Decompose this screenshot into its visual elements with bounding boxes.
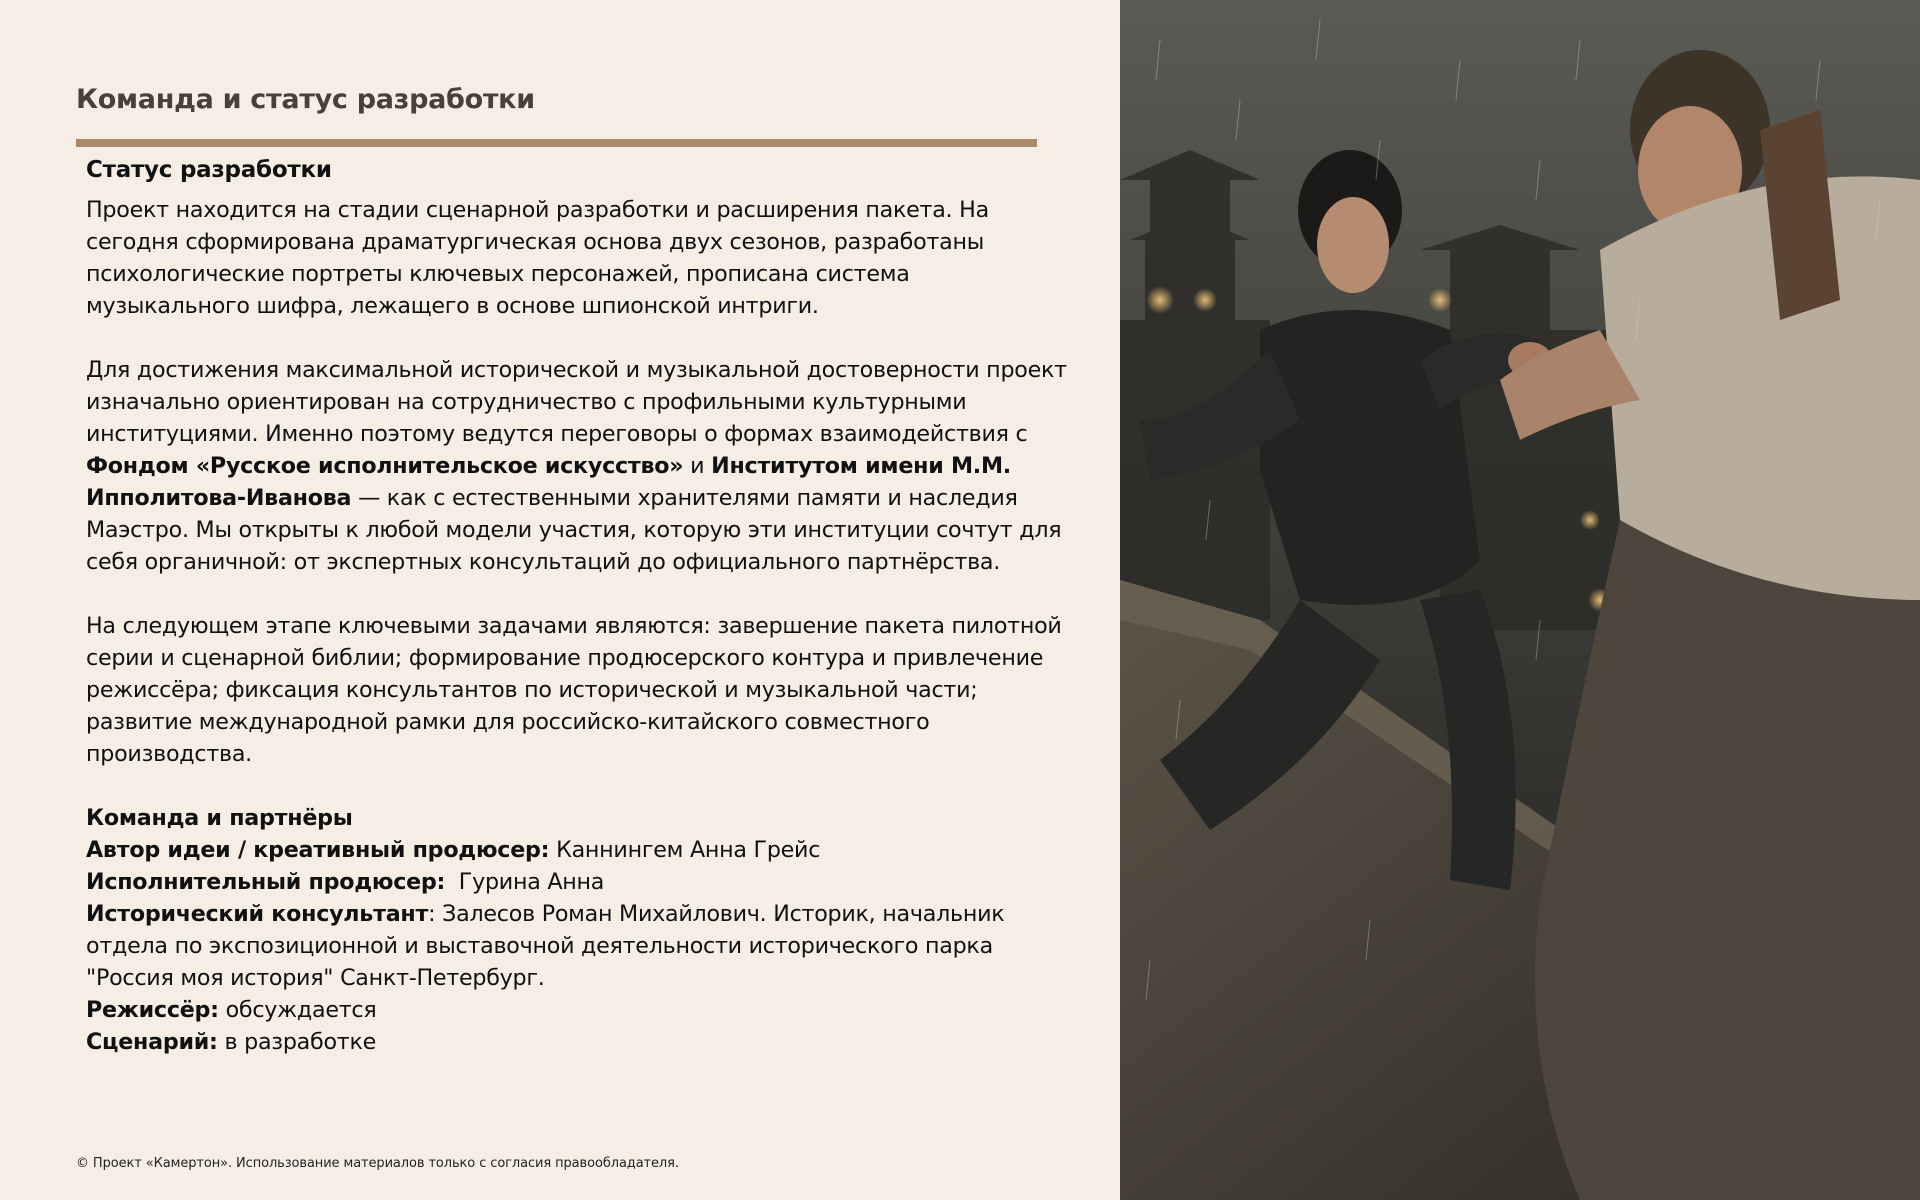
team-role: Исполнительный продюсер: xyxy=(86,869,446,895)
slide-title: Команда и статус разработки xyxy=(76,84,535,115)
team-role: Автор идеи / креативный продюсер: xyxy=(86,837,550,863)
team-value: Каннингем Анна Грейс xyxy=(549,837,821,863)
team-member-row xyxy=(86,1026,1076,1058)
team-value: : Залесов Роман Михайлович. Историк, начальник отдела по экспозиционной и выставочной деятельности исторического парка "Россия моя история" Санкт-Петербург. xyxy=(86,901,1005,991)
team-value: Гурина Анна xyxy=(445,869,605,895)
status-paragraph-3: На следующем этапе ключевыми задачами являются: завершение пакета пилотной серии и сценарной библии; формирование продюсерского контура и привлечение режиссёра; фиксация консультантов по исторической и музыкальной части; развитие международной рамки для российско-китайского совместного производства. xyxy=(86,613,1062,767)
partner-fund-name: Фондом «Русское исполнительское искусство» xyxy=(86,453,684,479)
team-value: в разработке xyxy=(217,1029,377,1055)
team-role: Исторический консультант xyxy=(86,901,429,927)
partner-institute-name: Институтом имени М.М. Ипполитова-Иванова xyxy=(86,453,1011,511)
team-value: обсуждается xyxy=(218,997,377,1023)
team-member-row xyxy=(86,834,1076,866)
team-member-row xyxy=(86,898,1076,994)
copyright-footer: © Проект «Камертон». Использование материалов только с согласия правообладателя. xyxy=(76,1156,679,1171)
status-paragraph-1: Проект находится на стадии сценарной разработки и расширения пакета. На сегодня сформирована драматургическая основа двух сезонов, разработаны психологические портреты ключевых персонажей, прописана система музыкального шифра, лежащего в основе шпионской интриги. xyxy=(86,197,989,319)
team-role: Сценарий: xyxy=(86,1029,218,1055)
rain-fight-scene-image xyxy=(1120,0,1920,1200)
paragraph-2-and: и xyxy=(683,453,712,479)
status-heading: Статус разработки xyxy=(86,157,332,183)
team-heading: Команда и партнёры xyxy=(86,805,353,831)
scene-illustration xyxy=(1120,0,1920,1200)
status-paragraph-2 xyxy=(86,354,1076,578)
title-divider xyxy=(76,139,1037,147)
paragraph-2-tail: — как с естественными хранителями памяти и наследия Маэстро. Мы открыты к любой модели участия, которую эти институции сочтут для себя органичной: от экспертных консультаций до официального партнёрства. xyxy=(86,485,1062,575)
team-role: Режиссёр: xyxy=(86,997,219,1023)
paragraph-2-lead: Для достижения максимальной исторической и музыкальной достоверности проект изначально ориентирован на сотрудничество с профильными культурными институциями. Именно поэтому ведутся переговоры о формах взаимодействия с xyxy=(86,357,1067,447)
team-member-row xyxy=(86,994,1076,1026)
team-member-row xyxy=(86,866,1076,898)
content-body xyxy=(86,148,1076,1058)
